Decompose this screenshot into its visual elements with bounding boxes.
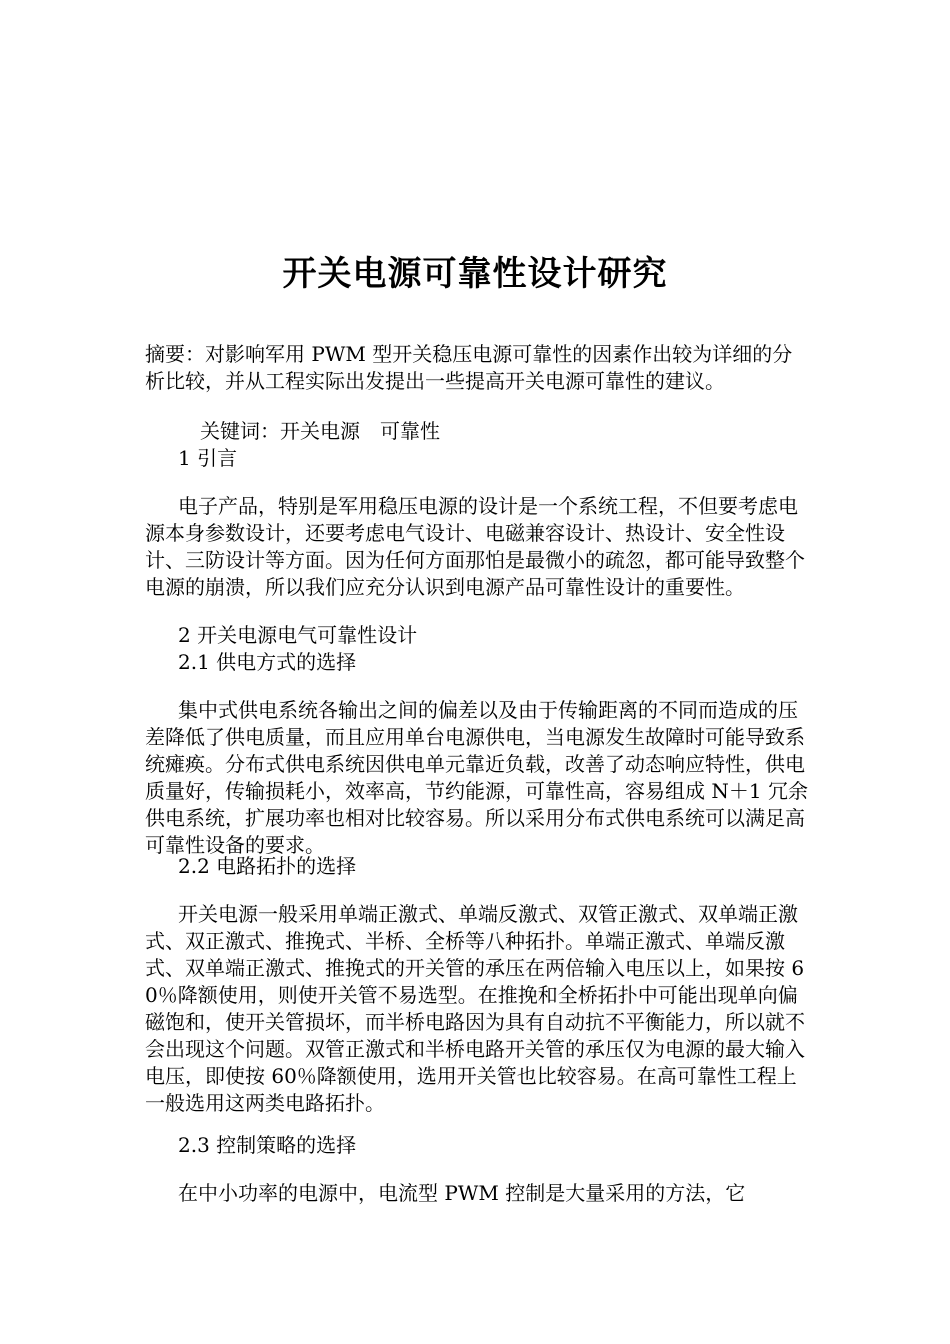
document-title: 开关电源可靠性设计研究 [282, 254, 668, 294]
section-heading-introduction: 1 引言 [178, 446, 238, 470]
section-heading-power-supply-mode: 2.1 供电方式的选择 [178, 650, 357, 674]
abstract-paragraph: 摘要：对影响军用 PWM 型开关稳压电源可靠性的因素作出较为详细的分析比较，并从工程实际出发提出一些提高开关电源可靠性的建议。 [145, 342, 793, 393]
section-heading-circuit-topology: 2.2 电路拓扑的选择 [178, 854, 357, 878]
section-paragraph-control-strategy: 在中小功率的电源中，电流型 PWM 控制是大量采用的方法，它 [178, 1181, 746, 1205]
section-paragraph-power-supply-mode: 集中式供电系统各输出之间的偏差以及由于传输距离的不同而造成的压差降低了供电质量，而且应用单台电源供电，当电源发生故障时可能导致系统瘫痪。分布式供电系统因供电单元靠近负载，改善了动态响应特性，供电质量好，传输损耗小，效率高，节约能源，可靠性高，容易组成 N＋1 冗余供电系统，扩展功率也相对比较容易。所以采用分布式供电系统可以满足高可靠性设备的要求。 [145, 698, 808, 857]
section-paragraph-circuit-topology: 开关电源一般采用单端正激式、单端反激式、双管正激式、双单端正激式、双正激式、推挽式、半桥、全桥等八种拓扑。单端正激式、单端反激式、双单端正激式、推挽式的开关管的承压在两倍输入电压以上，如果按 60％降额使用，则使开关管不易选型。在推挽和全桥拓扑中可能出现单向偏磁饱和，使开关管损坏，而半桥电路因为具有自动抗不平衡能力，所以就不会出现这个问题。双管正激式和半桥电路开关管的承压仅为电源的最大输入电压，即使按 60％降额使用，选用开关管也比较容易。在高可靠性工程上一般选用这两类电路拓扑。 [145, 902, 805, 1115]
section-heading-control-strategy: 2.3 控制策略的选择 [178, 1133, 357, 1157]
section-heading-electrical-reliability: 2 开关电源电气可靠性设计 [178, 623, 418, 647]
keywords-line: 关键词：开关电源 可靠性 [200, 419, 440, 443]
section-paragraph-introduction: 电子产品，特别是军用稳压电源的设计是一个系统工程，不但要考虑电源本身参数设计，还要考虑电气设计、电磁兼容设计、热设计、安全性设计、三防设计等方面。因为任何方面那怕是最微小的疏忽，都可能导致整个电源的崩溃，所以我们应充分认识到电源产品可靠性设计的重要性。 [145, 494, 805, 599]
